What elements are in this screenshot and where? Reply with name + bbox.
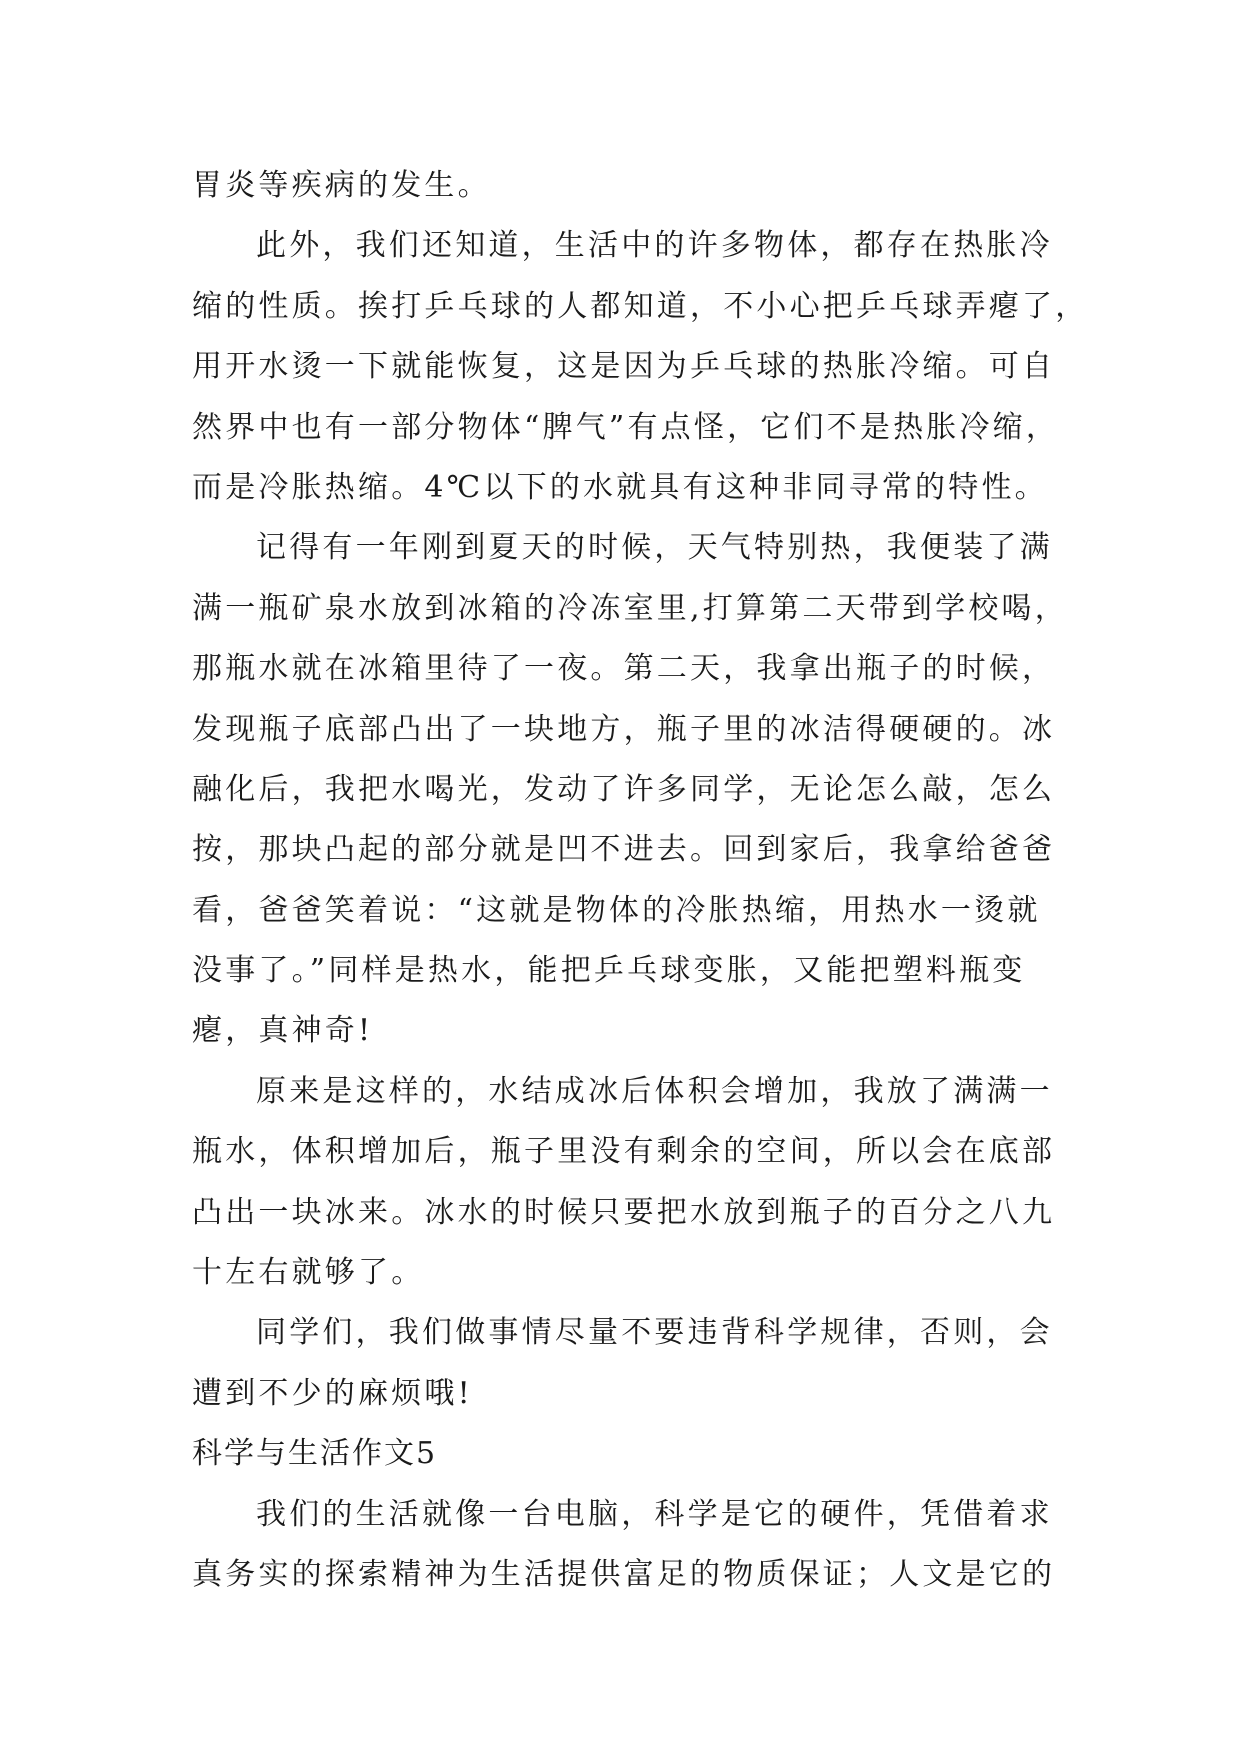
text-line: 然界中也有一部分物体“脾气”有点怪，它们不是热胀冷缩， xyxy=(192,409,1060,445)
text-line: 十左右就够了。 xyxy=(192,1255,425,1291)
text-line: 真务实的探索精神为生活提供富足的物质保证；人文是它的 xyxy=(192,1556,1056,1592)
text-line: 同学们，我们做事情尽量不要违背科学规律，否则，会 xyxy=(256,1315,1053,1351)
text-line: 凸出一块冰来。冰水的时候只要把水放到瓶子的百分之八九 xyxy=(192,1194,1056,1230)
text-line: 瓶水，体积增加后，瓶子里没有剩余的空间，所以会在底部 xyxy=(192,1134,1056,1170)
essay-text xyxy=(192,156,1089,1605)
text-line: 此外，我们还知道，生活中的许多物体，都存在热胀冷 xyxy=(256,228,1053,264)
text-line: 看，爸爸笑着说：“这就是物体的冷胀热缩，用热水一烫就 xyxy=(192,892,1041,928)
text-line: 那瓶水就在冰箱里待了一夜。第二天，我拿出瓶子的时候， xyxy=(192,651,1056,687)
text-line: 瘪，真神奇! xyxy=(192,1013,374,1049)
text-line: 满一瓶矿泉水放到冰箱的冷冻室里,打算第二天带到学校喝， xyxy=(192,590,1068,626)
text-line: 胃炎等疾病的发生。 xyxy=(192,168,491,203)
text-line: 发现瓶子底部凸出了一块地方，瓶子里的冰洁得硬硬的。冰 xyxy=(192,711,1056,747)
text-line: 记得有一年刚到夏天的时候，天气特别热，我便装了满 xyxy=(256,530,1053,566)
text-line: 而是冷胀热缩。4℃以下的水就具有这种非同寻常的特性。 xyxy=(192,469,1048,505)
text-line: 用开水烫一下就能恢复，这是因为乒乓球的热胀冷缩。可自 xyxy=(192,349,1056,385)
section-heading: 科学与生活作文5 xyxy=(192,1436,438,1472)
text-line: 缩的性质。挨打乒乓球的人都知道，不小心把乒乓球弄瘪了， xyxy=(192,288,1089,324)
text-line: 融化后，我把水喝光，发动了许多同学，无论怎么敲，怎么 xyxy=(192,771,1056,807)
text-line: 原来是这样的，水结成冰后体积会增加，我放了满满一 xyxy=(256,1073,1053,1109)
text-line: 按，那块凸起的部分就是凹不进去。回到家后，我拿给爸爸 xyxy=(192,832,1056,868)
text-line: 我们的生活就像一台电脑，科学是它的硬件，凭借着求 xyxy=(256,1496,1053,1532)
text-line: 遭到不少的麻烦哦! xyxy=(192,1375,473,1411)
text-line: 没事了。”同样是热水，能把乒乓球变胀，又能把塑料瓶变 xyxy=(192,953,1026,989)
